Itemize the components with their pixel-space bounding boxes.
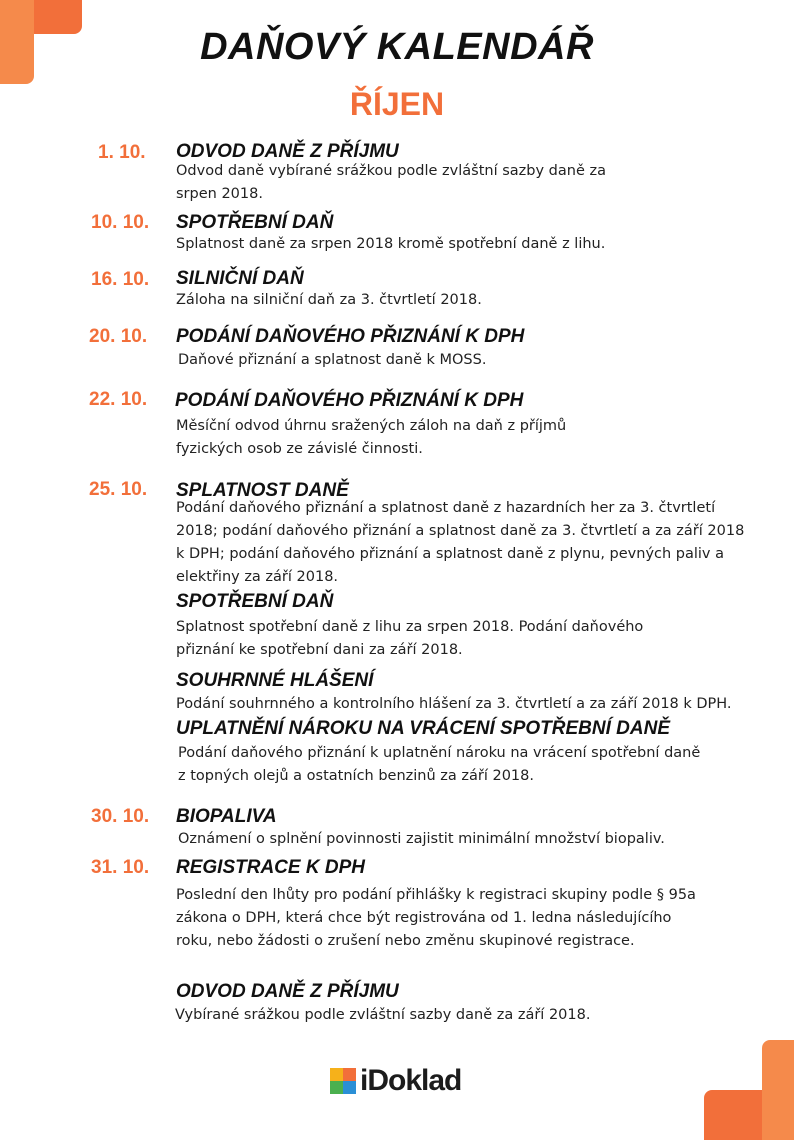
entry-heading: SILNIČNÍ DAŇ bbox=[176, 268, 304, 289]
entry-date: 22. 10. bbox=[89, 389, 148, 410]
entry-description: Odvod daně vybírané srážkou podle zvláštní sazby daně za srpen 2018. bbox=[176, 163, 606, 202]
entry-description: Splatnost spotřební daně z lihu za srpen 2018. Podání daňového přiznání ke spotřební dani za září 2018. bbox=[176, 619, 644, 658]
entry-heading: REGISTRACE K DPH bbox=[176, 857, 365, 878]
entry-heading: ODVOD DANĚ Z PŘÍJMU bbox=[176, 141, 399, 162]
entry-date: 10. 10. bbox=[91, 212, 150, 233]
month-subtitle: ŘÍJEN bbox=[349, 86, 445, 122]
entry-heading: BIOPALIVA bbox=[176, 806, 277, 827]
entry-description: Záloha na silniční daň za 3. čtvrtletí 2018. bbox=[176, 292, 482, 308]
entry-description: Podání souhrnného a kontrolního hlášení za 3. čtvrtletí a za září 2018 k DPH. bbox=[176, 696, 732, 712]
entry-date: 16. 10. bbox=[91, 269, 150, 290]
entry-date: 30. 10. bbox=[91, 806, 150, 827]
entry-date: 1. 10. bbox=[98, 142, 146, 163]
entry-heading: SPLATNOST DANĚ bbox=[176, 480, 349, 501]
entry-heading: ODVOD DANĚ Z PŘÍJMU bbox=[176, 981, 399, 1002]
entry-heading: UPLATNĚNÍ NÁROKU NA VRÁCENÍ SPOTŘEBNÍ DANĚ bbox=[176, 718, 671, 739]
idoklad-logo bbox=[330, 1065, 461, 1097]
entry-date: 25. 10. bbox=[89, 479, 148, 500]
entry-date: 31. 10. bbox=[91, 857, 150, 878]
entry-heading: PODÁNÍ DAŇOVÉHO PŘIZNÁNÍ K DPH bbox=[176, 326, 525, 347]
entry-description: Oznámení o splnění povinnosti zajistit minimální množství biopaliv. bbox=[178, 831, 665, 847]
entry-description: Daňové přiznání a splatnost daně k MOSS. bbox=[178, 352, 487, 368]
entry-description: Měsíční odvod úhrnu sražených záloh na daň z příjmů fyzických osob ze závislé činnosti. bbox=[176, 418, 567, 457]
entry-heading: SPOTŘEBNÍ DAŇ bbox=[176, 591, 334, 612]
entry-description: Podání daňového přiznání k uplatnění nároku na vrácení spotřební daně z topných olejů a ostatních benzinů za září 2018. bbox=[178, 745, 701, 784]
entry-heading: SOUHRNNÉ HLÁŠENÍ bbox=[176, 670, 374, 691]
entry-description: Splatnost daně za srpen 2018 kromě spotřební daně z lihu. bbox=[176, 236, 606, 252]
entry-description: Vybírané srážkou podle zvláštní sazby daně za září 2018. bbox=[175, 1007, 591, 1023]
corner-decoration-bottom-right bbox=[762, 1040, 794, 1140]
entry-heading: SPOTŘEBNÍ DAŇ bbox=[176, 212, 334, 233]
logo-text: iDoklad bbox=[360, 1064, 462, 1097]
page-title: DAŇOVÝ KALENDÁŘ bbox=[200, 26, 594, 68]
entry-heading: PODÁNÍ DAŇOVÉHO PŘIZNÁNÍ K DPH bbox=[175, 390, 524, 411]
entry-description: Podání daňového přiznání a splatnost daně z hazardních her za 3. čtvrtletí 2018; podání daňového přiznání a splatnost daně za 3. čtvrtletí a za září 2018 k DPH; podání daňového přiznání a splatnost daně z plynu, pevných paliv a elektřiny za září 2018. bbox=[176, 500, 745, 585]
logo-mark-icon bbox=[330, 1068, 356, 1094]
corner-decoration-bottom-right-inner bbox=[704, 1090, 762, 1140]
entry-description: Poslední den lhůty pro podání přihlášky k registraci skupiny podle § 95a zákona o DPH, která chce být registrována od 1. ledna následujícího roku, nebo žádosti o zrušení nebo změnu skupinové registrace. bbox=[176, 887, 696, 949]
entry-date: 20. 10. bbox=[89, 326, 148, 347]
